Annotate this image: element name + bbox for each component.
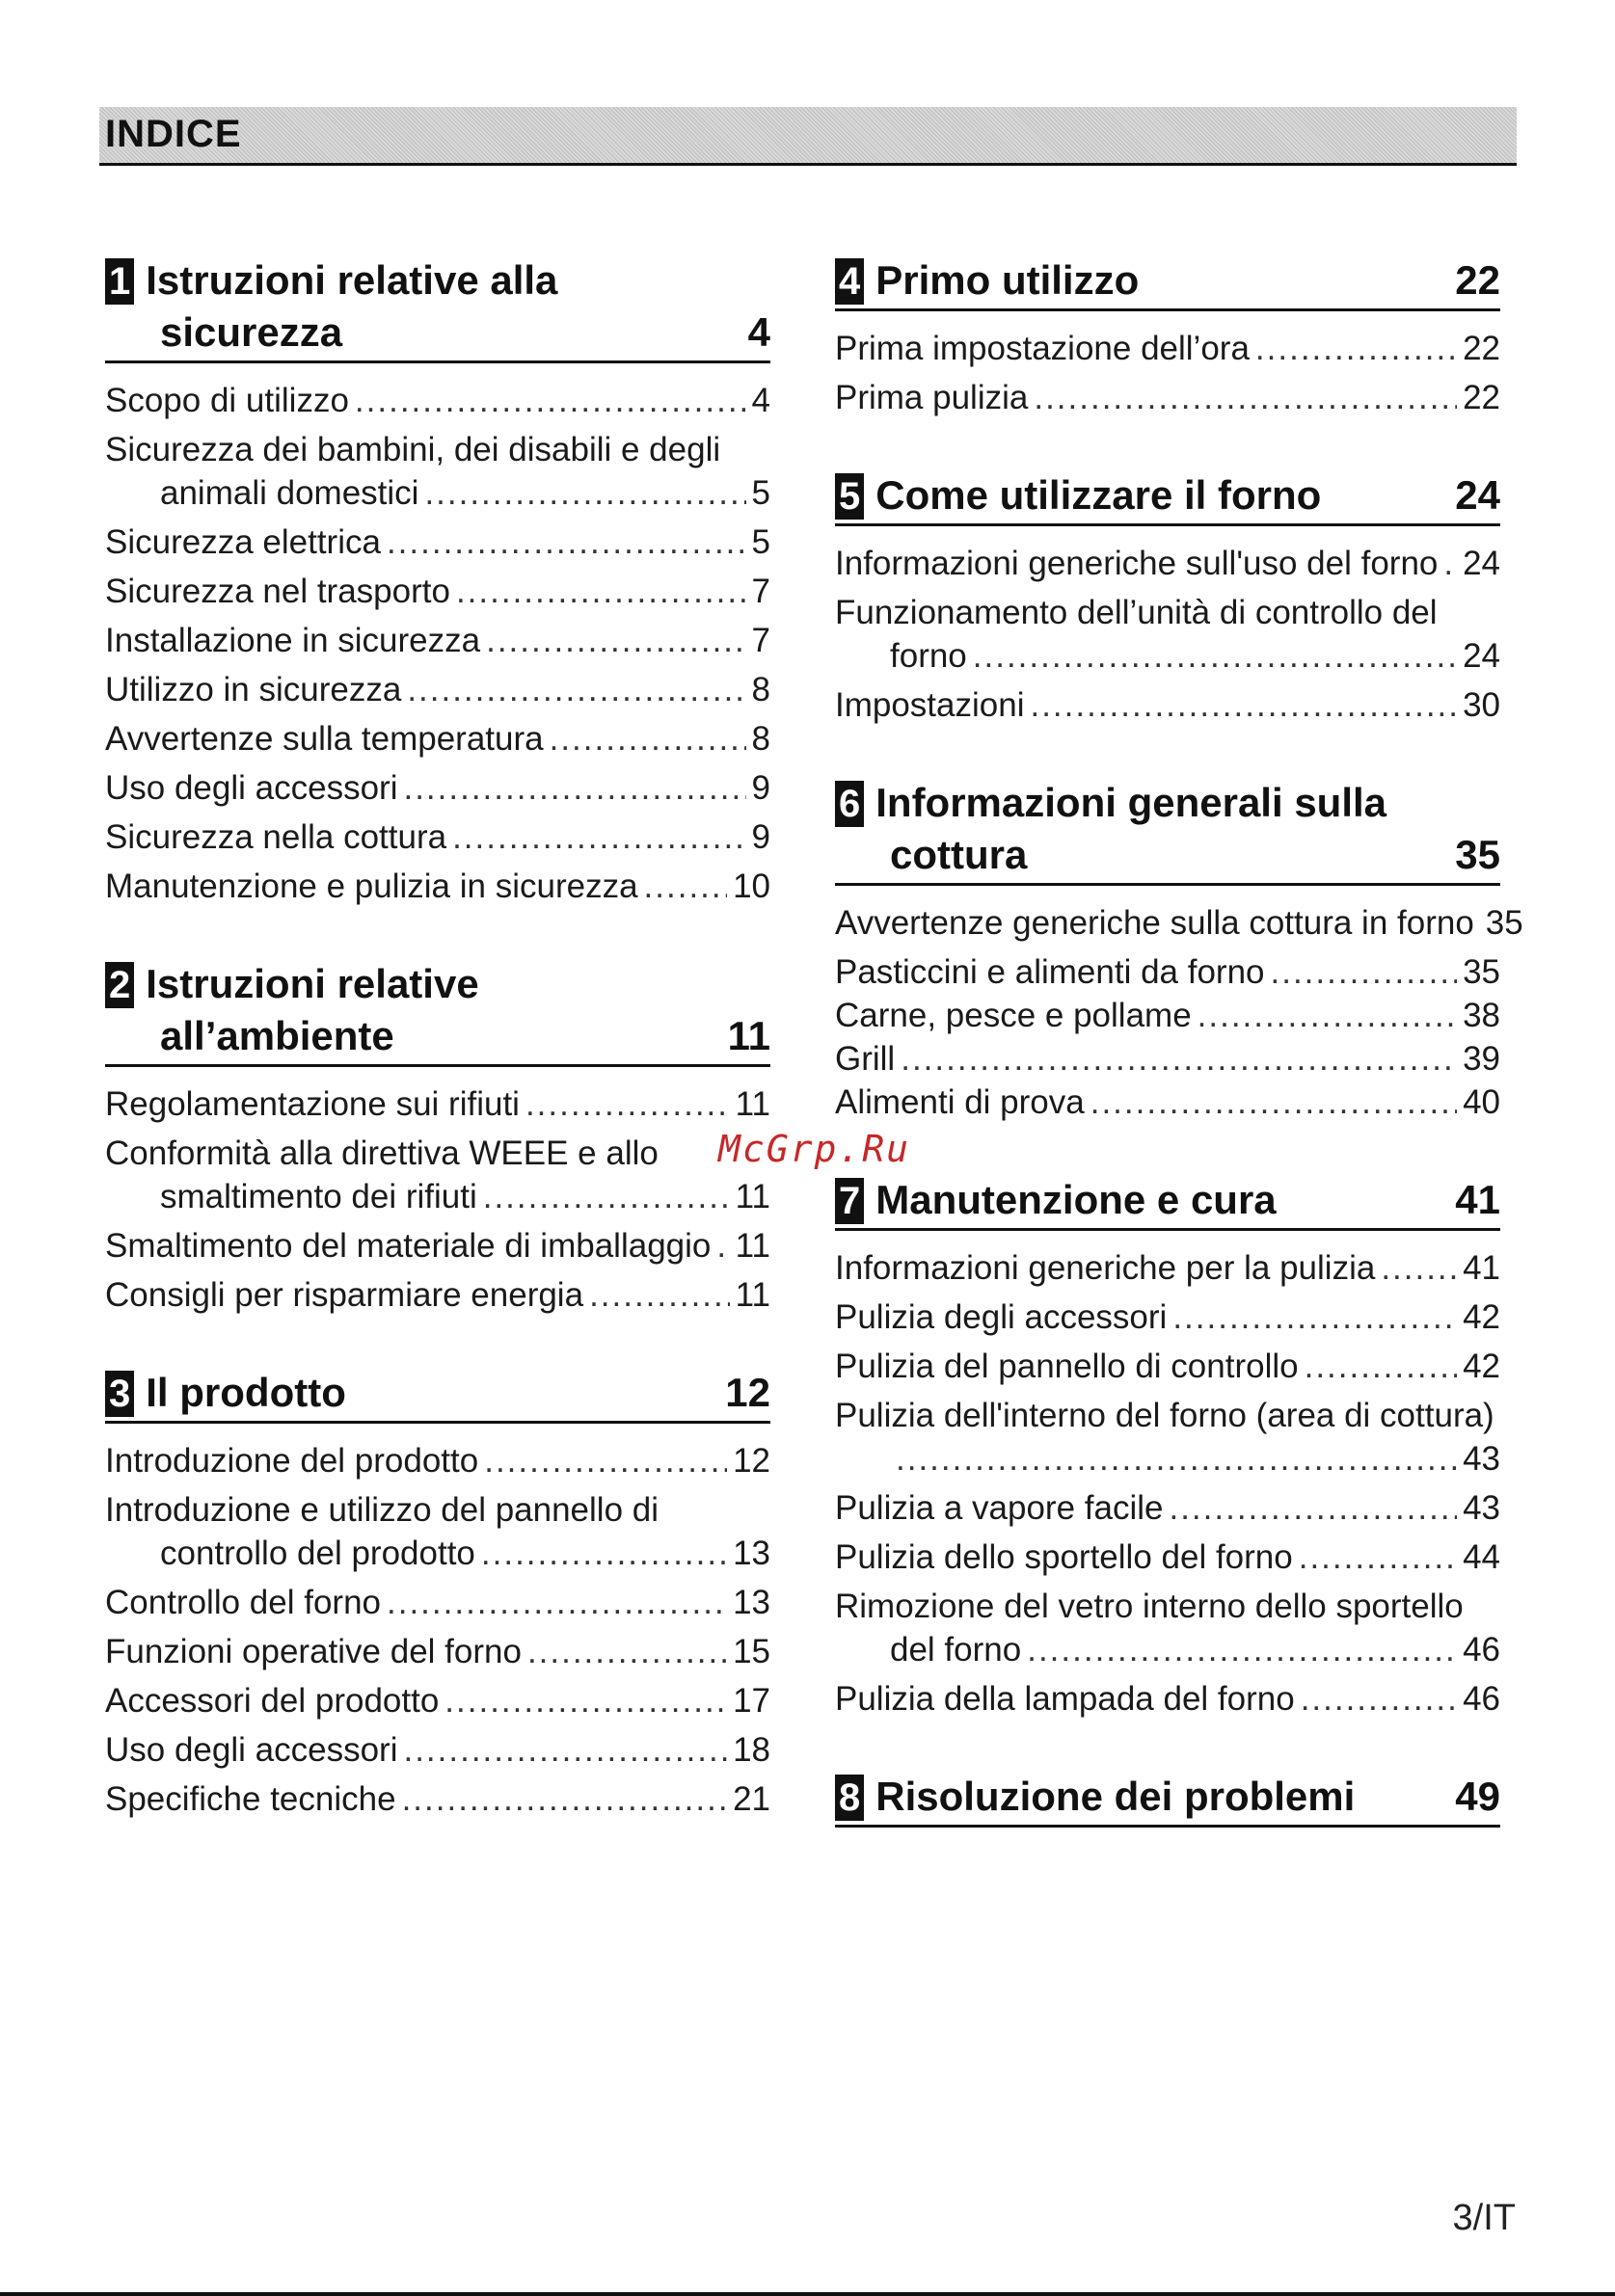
toc-entry-label: Specifiche tecniche: [105, 1780, 396, 1818]
toc-entry-label: Uso degli accessori: [105, 1731, 398, 1769]
toc-entry[interactable]: [105, 1581, 770, 1624]
toc-entry[interactable]: [835, 1295, 1500, 1339]
section-heading-line: [105, 1367, 770, 1419]
section-title-continued: sicurezza: [160, 309, 343, 355]
section-heading-left: [105, 1367, 346, 1419]
toc-entry-line: [105, 619, 770, 662]
toc-entry-page: 11: [735, 1178, 770, 1215]
toc-entry-line: [105, 570, 770, 613]
section-heading-line: [835, 469, 1500, 521]
section-title-continued: all’ambiente: [160, 1013, 394, 1058]
dot-leader: [589, 1273, 730, 1317]
section-number-badge: 1: [105, 258, 134, 305]
toc-section: [105, 1367, 770, 1821]
dot-leader: [402, 1777, 727, 1821]
toc-entry-page: 8: [751, 671, 770, 708]
toc-entry[interactable]: [105, 1679, 770, 1722]
toc-entry-line: [835, 1246, 1500, 1290]
toc-entry-line: [835, 1081, 1500, 1124]
section-heading-line: [835, 1174, 1500, 1226]
toc-entry[interactable]: [105, 1728, 770, 1772]
toc-entry-label: Accessori del prodotto: [105, 1682, 440, 1720]
toc-entry[interactable]: [105, 1488, 770, 1575]
toc-entry-label: Funzionamento dell’unità di controllo del: [835, 594, 1438, 631]
dot-leader: [403, 766, 745, 810]
toc-entry[interactable]: [835, 1037, 1500, 1081]
toc-entry-label: Utilizzo in sicurezza: [105, 671, 402, 708]
toc-entry-label: Informazioni generiche sull'uso del forno: [835, 545, 1439, 582]
dot-leader: [1299, 1535, 1457, 1579]
dot-leader: [1172, 1295, 1457, 1339]
section-number-badge: 3: [105, 1371, 134, 1417]
dot-leader: [452, 815, 745, 859]
toc-entry[interactable]: [835, 683, 1500, 727]
toc-entry-line: [105, 379, 770, 422]
toc-entry-line: [835, 901, 1523, 945]
section-heading-line: [835, 829, 1500, 881]
toc-entry-line: [105, 766, 770, 810]
dot-leader: [644, 865, 728, 908]
toc-right-column: [835, 254, 1523, 1878]
toc-entry-line: [105, 1532, 770, 1575]
toc-entry-label: Funzioni operative del forno: [105, 1633, 522, 1670]
toc-entry-label: Uso degli accessori: [105, 769, 398, 807]
toc-entry[interactable]: [835, 1486, 1500, 1530]
toc-entry-page: 13: [733, 1584, 770, 1621]
toc-section: [835, 254, 1500, 419]
toc-entry-label: Introduzione e utilizzo del pannello di: [105, 1491, 659, 1529]
toc-entry-label: Rimozione del vetro interno dello sportello: [835, 1588, 1464, 1625]
section-page-number: 41: [1455, 1177, 1500, 1222]
dot-leader: [444, 1679, 727, 1722]
toc-entry-page: 22: [1463, 379, 1500, 416]
toc-entry[interactable]: [105, 1439, 770, 1482]
toc-entry-page: 40: [1463, 1083, 1500, 1121]
toc-entry-page: 42: [1463, 1298, 1500, 1336]
dot-leader: [456, 570, 746, 613]
toc-entry-line: [105, 865, 770, 908]
watermark: McGrp.Ru: [718, 1128, 911, 1170]
section-title: Risoluzione dei problemi: [875, 1774, 1356, 1819]
toc-entry[interactable]: [105, 766, 770, 810]
toc-entry[interactable]: [835, 1677, 1500, 1721]
bottom-divider: [0, 2292, 1615, 2296]
toc-entry-page: 39: [1463, 1040, 1500, 1078]
toc-entry-page: 11: [735, 1276, 770, 1314]
toc-entry-page: 46: [1463, 1680, 1500, 1718]
toc-entry-label-continued: controllo del prodotto: [160, 1535, 475, 1572]
toc-entry[interactable]: [835, 376, 1500, 419]
section-heading-left: [835, 254, 1139, 307]
toc-entry-label: Manutenzione e pulizia in sicurezza: [105, 868, 638, 905]
dot-leader: [1381, 1246, 1457, 1290]
dot-leader: [896, 1437, 1457, 1481]
section-heading[interactable]: [105, 958, 770, 1067]
toc-entry-line: [835, 376, 1500, 419]
section-page-number: 12: [725, 1370, 770, 1415]
toc-entry-label: Impostazioni: [835, 686, 1025, 724]
toc-entry-page: 4: [751, 382, 770, 419]
toc-entry-line: [835, 1295, 1500, 1339]
toc-entry-line: [105, 668, 770, 711]
toc-entry-label: Installazione in sicurezza: [105, 622, 481, 659]
toc-entry-line: [105, 1630, 770, 1673]
toc-entry-label: Informazioni generiche per la pulizia: [835, 1249, 1376, 1287]
toc-entry[interactable]: [105, 1132, 770, 1218]
toc-entry-page: 13: [733, 1535, 770, 1572]
toc-entry[interactable]: [835, 1585, 1500, 1671]
toc-entry-page: 12: [733, 1442, 770, 1480]
toc-entry-line: [105, 1224, 770, 1268]
toc-left-column: [105, 254, 770, 1871]
section-heading-line: [105, 958, 770, 1010]
toc-entry-label-continued: del forno: [890, 1631, 1022, 1669]
toc-entry-label: Grill: [835, 1040, 896, 1078]
toc-entry-line: [835, 327, 1500, 370]
toc-entry-line: [835, 542, 1500, 585]
page-number: 3/IT: [1452, 2198, 1516, 2238]
dot-leader: [973, 634, 1457, 678]
section-number-badge: 7: [835, 1178, 864, 1224]
toc-entry-line: [835, 1437, 1500, 1481]
index-header-band: [99, 107, 1517, 166]
toc-entry[interactable]: [105, 619, 770, 662]
section-heading[interactable]: [105, 254, 770, 363]
toc-entry-line: [835, 950, 1500, 994]
dot-leader: [525, 1082, 730, 1126]
toc-entry-page: 21: [733, 1780, 770, 1818]
toc-entry[interactable]: [105, 668, 770, 711]
toc-entry-label: Sicurezza elettrica: [105, 523, 381, 561]
section-number-badge: 5: [835, 473, 864, 520]
toc-entry-label: Smaltimento del materiale di imballaggio: [105, 1227, 712, 1265]
toc-entry-label-continued: smaltimento dei rifiuti: [160, 1178, 477, 1215]
toc-entry-line: [105, 521, 770, 564]
toc-entry-label: Regolamentazione sui rifiuti: [105, 1085, 520, 1123]
section-title: Come utilizzare il forno: [875, 472, 1322, 518]
toc-entry-line: [835, 1628, 1500, 1671]
toc-entry[interactable]: [105, 1082, 770, 1126]
toc-entry-line: [835, 1394, 1500, 1437]
toc-entry-page: 22: [1463, 330, 1500, 367]
toc-entry-page: 35: [1485, 904, 1523, 942]
section-page-number: 24: [1455, 472, 1500, 518]
toc-entry-page: 8: [751, 720, 770, 758]
toc-entry-line: [105, 717, 770, 761]
section-heading[interactable]: [105, 1367, 770, 1424]
toc-entry-page: 42: [1463, 1348, 1500, 1385]
section-heading-line: [835, 777, 1500, 829]
toc-entry[interactable]: [835, 950, 1500, 994]
section-title: Manutenzione e cura: [875, 1177, 1277, 1222]
toc-entry-label: Conformità alla direttiva WEEE e allo: [105, 1135, 659, 1172]
toc-entry-line: [105, 1439, 770, 1482]
toc-entry-line: [105, 1777, 770, 1821]
dot-leader: [1090, 1081, 1457, 1124]
toc-entry-label: Consigli per risparmiare energia: [105, 1276, 584, 1314]
toc-entry[interactable]: [835, 1345, 1500, 1388]
toc-entry[interactable]: [105, 570, 770, 613]
section-heading[interactable]: [835, 254, 1500, 311]
toc-entry-page: 7: [751, 573, 770, 610]
toc-entry-label: Prima pulizia: [835, 379, 1029, 416]
toc-entry-page: 5: [751, 474, 770, 512]
section-page-number: 4: [747, 309, 770, 355]
toc-entry[interactable]: [835, 1081, 1500, 1124]
section-page-number: 11: [727, 1013, 770, 1058]
toc-section: [105, 958, 770, 1317]
dot-leader: [1301, 1677, 1457, 1721]
toc-entry-line: [835, 1486, 1500, 1530]
toc-entry-line: [835, 1037, 1500, 1081]
section-heading-line: [105, 307, 770, 359]
dot-leader: [527, 1630, 727, 1673]
dot-leader: [403, 1728, 727, 1772]
toc-entry-page: 10: [733, 868, 770, 905]
section-page-number: 22: [1455, 257, 1500, 303]
dot-leader: [1198, 994, 1457, 1037]
toc-entry-label: Sicurezza dei bambini, dei disabili e degli: [105, 431, 721, 468]
toc-entry-line: [105, 1132, 770, 1175]
toc-entry[interactable]: [105, 1630, 770, 1673]
dot-leader: [355, 379, 746, 422]
index-title: INDICE: [105, 113, 242, 155]
toc-entry-label: Pulizia a vapore facile: [835, 1489, 1164, 1527]
section-heading[interactable]: [835, 469, 1500, 526]
section-number-badge: 4: [835, 258, 864, 305]
toc-entry-page: 15: [733, 1633, 770, 1670]
toc-entry-page: 5: [751, 523, 770, 561]
toc-entry[interactable]: [835, 327, 1500, 370]
toc-entry-label: Carne, pesce e pollame: [835, 997, 1192, 1034]
toc-entry-page: 35: [1463, 953, 1500, 991]
dot-leader: [1271, 950, 1458, 994]
toc-entry[interactable]: [835, 901, 1523, 945]
toc-entry[interactable]: [105, 815, 770, 859]
dot-leader: [1305, 1345, 1457, 1388]
dot-leader: [481, 1532, 727, 1575]
toc-entry-line: [105, 815, 770, 859]
toc-entry[interactable]: [835, 1246, 1500, 1290]
section-heading[interactable]: [835, 1174, 1500, 1231]
toc-entry-page: 44: [1463, 1538, 1500, 1576]
dot-leader: [407, 668, 745, 711]
toc-entry[interactable]: [835, 994, 1500, 1037]
toc-entry[interactable]: [105, 865, 770, 908]
section-title: Istruzioni relative: [146, 961, 479, 1006]
toc-entry-label-continued: forno: [890, 637, 967, 675]
dot-leader: [424, 471, 745, 515]
section-heading-line: [835, 1771, 1500, 1823]
toc-entry[interactable]: [105, 1224, 770, 1268]
toc-entry-line: [105, 1728, 770, 1772]
dot-leader: [486, 619, 745, 662]
section-number-badge: 2: [105, 962, 134, 1008]
toc-entry-line: [835, 1677, 1500, 1721]
toc-entry[interactable]: [105, 379, 770, 422]
toc-entry[interactable]: [835, 1535, 1500, 1579]
section-number-badge: 8: [835, 1775, 864, 1821]
toc-section: [835, 777, 1523, 1124]
toc-entry-line: [105, 428, 770, 471]
toc-entry-page: 43: [1463, 1440, 1500, 1478]
toc-entry-page: 9: [751, 818, 770, 856]
section-heading[interactable]: [835, 777, 1500, 886]
toc-entry[interactable]: [105, 717, 770, 761]
toc-entry-page: 9: [751, 769, 770, 807]
toc-entry-line: [105, 1175, 770, 1218]
toc-entry-line: [835, 1345, 1500, 1388]
section-page-number: 35: [1455, 832, 1500, 877]
section-heading-line: [105, 254, 770, 307]
toc-entry[interactable]: [835, 1394, 1500, 1481]
dot-leader: [550, 717, 746, 761]
toc-entry-page: 24: [1463, 545, 1500, 582]
section-title: Informazioni generali sulla: [875, 780, 1387, 825]
toc-entry-page: 24: [1463, 637, 1500, 675]
toc-section: [835, 1174, 1500, 1721]
toc-entry-line: [835, 591, 1500, 634]
toc-entry-label: Prima impostazione dell’ora: [835, 330, 1250, 367]
section-title-continued: cottura: [890, 832, 1028, 877]
toc-entry-page: 17: [733, 1682, 770, 1720]
section-title: Il prodotto: [146, 1370, 346, 1415]
section-title: Istruzioni relative alla: [146, 257, 558, 303]
toc-entry-label: Pasticcini e alimenti da forno: [835, 953, 1265, 991]
toc-entry-line: [835, 1585, 1500, 1628]
toc-entry-label: Avvertenze generiche sulla cottura in forno: [835, 904, 1474, 942]
section-page-number: 49: [1455, 1774, 1500, 1819]
section-heading-left: [835, 1771, 1355, 1823]
toc-entry-line: [105, 1581, 770, 1624]
toc-entry-label: Avvertenze sulla temperatura: [105, 720, 544, 758]
toc-entry-label: Pulizia dell'interno del forno (area di cottura): [835, 1397, 1494, 1434]
toc-entry[interactable]: [105, 1273, 770, 1317]
toc-section: [105, 254, 770, 908]
toc-entry-label: Pulizia del pannello di controllo: [835, 1348, 1299, 1385]
dot-leader: [901, 1037, 1457, 1081]
section-heading-line: [105, 1010, 770, 1062]
toc-entry-label: Alimenti di prova: [835, 1083, 1085, 1121]
dot-leader: [1443, 542, 1457, 585]
toc-section: [835, 469, 1500, 727]
toc-entry-label: Pulizia degli accessori: [835, 1298, 1168, 1336]
toc-entry-page: 18: [733, 1731, 770, 1769]
dot-leader: [1030, 683, 1457, 727]
toc-section: [835, 1771, 1500, 1828]
toc-entry-page: 41: [1463, 1249, 1500, 1287]
toc-entry-line: [835, 994, 1500, 1037]
section-heading-line: [835, 254, 1500, 307]
toc-entry-line: [835, 683, 1500, 727]
dot-leader: [387, 1581, 727, 1624]
toc-entry[interactable]: [105, 521, 770, 564]
dot-leader: [1169, 1486, 1457, 1530]
toc-entry-label: Scopo di utilizzo: [105, 382, 349, 419]
toc-entry-line: [835, 1535, 1500, 1579]
toc-entry-line: [105, 1488, 770, 1532]
section-heading[interactable]: [835, 1771, 1500, 1828]
section-heading-left: [835, 1174, 1277, 1226]
toc-entry-page: 43: [1463, 1489, 1500, 1527]
toc-entry-label: Sicurezza nel trasporto: [105, 573, 450, 610]
toc-entry[interactable]: [105, 1777, 770, 1821]
section-title: Primo utilizzo: [875, 257, 1140, 303]
toc-entry-line: [835, 634, 1500, 678]
toc-entry-label: Pulizia dello sportello del forno: [835, 1538, 1293, 1576]
toc-entry-page: 30: [1463, 686, 1500, 724]
toc-entry-page: 11: [735, 1227, 770, 1265]
toc-entry-line: [105, 1082, 770, 1126]
section-heading-left: [835, 469, 1321, 521]
toc-entry-page: 7: [751, 622, 770, 659]
toc-entry-label: Controllo del forno: [105, 1584, 381, 1621]
toc-entry-page: 38: [1463, 997, 1500, 1034]
toc-entry[interactable]: [835, 542, 1500, 585]
toc-entry-label: Sicurezza nella cottura: [105, 818, 447, 856]
toc-entry-line: [105, 471, 770, 515]
dot-leader: [387, 521, 746, 564]
dot-leader: [1027, 1628, 1457, 1671]
dot-leader: [1034, 376, 1457, 419]
toc-entry-page: 11: [735, 1085, 770, 1123]
toc-entry[interactable]: [105, 428, 770, 515]
dot-leader: [1255, 327, 1457, 370]
section-number-badge: 6: [835, 781, 864, 827]
toc-entry-label-continued: animali domestici: [160, 474, 419, 512]
toc-entry-line: [105, 1679, 770, 1722]
toc-entry-page: 46: [1463, 1631, 1500, 1669]
toc-entry-label: Pulizia della lampada del forno: [835, 1680, 1295, 1718]
toc-entry-label: Introduzione del prodotto: [105, 1442, 479, 1480]
toc-entry[interactable]: [835, 591, 1500, 678]
dot-leader: [484, 1439, 727, 1482]
dot-leader: [716, 1224, 729, 1268]
dot-leader: [483, 1175, 730, 1218]
toc-entry-line: [105, 1273, 770, 1317]
